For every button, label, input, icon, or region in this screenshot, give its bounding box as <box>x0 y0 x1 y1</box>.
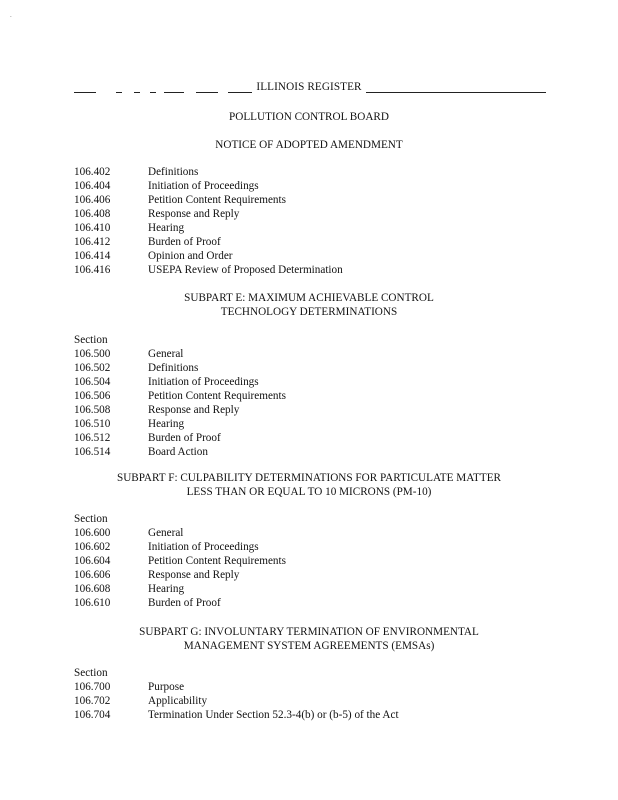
subpart-e-heading-line2: TECHNOLOGY DETERMINATIONS <box>220 306 398 318</box>
toc-row: 106.416 USEPA Review of Proposed Determination <box>74 264 343 276</box>
toc-row: 106.608 Hearing <box>74 583 185 595</box>
toc-row: 106.402 Definitions <box>74 166 199 178</box>
toc-row: 106.514 Board Action <box>74 446 208 458</box>
toc-row: 106.610 Burden of Proof <box>74 597 221 609</box>
toc-row: 106.700 Purpose <box>74 681 185 693</box>
toc-row: 106.508 Response and Reply <box>74 404 240 416</box>
toc-list-subpart-e <box>74 333 286 459</box>
toc-row: 106.410 Hearing <box>74 222 185 234</box>
toc-row: 106.412 Burden of Proof <box>74 236 221 248</box>
toc-row: 106.704 Termination Under Section 52.3-4(b) or (b-5) of the Act <box>74 709 399 721</box>
toc-row: 106.512 Burden of Proof <box>74 432 221 444</box>
toc-row: 106.414 Opinion and Order <box>74 250 233 262</box>
toc-row: 106.500 General <box>74 348 184 360</box>
toc-row: 106.600 General <box>74 527 184 539</box>
toc-row: 106.702 Applicability <box>74 695 208 707</box>
toc-list-subpart-d <box>74 165 343 277</box>
register-title: ILLINOIS REGISTER <box>0 80 618 94</box>
toc-row: 106.506 Petition Content Requirements <box>74 390 286 402</box>
subpart-f-heading-line2: LESS THAN OR EQUAL TO 10 MICRONS (PM-10) <box>186 486 432 498</box>
toc-row: 106.606 Response and Reply <box>74 569 240 581</box>
toc-row: 106.408 Response and Reply <box>74 208 240 220</box>
toc-list-subpart-g <box>74 666 399 722</box>
section-label: Section <box>74 334 108 346</box>
board-title: POLLUTION CONTROL BOARD <box>229 111 389 123</box>
section-label: Section <box>74 513 108 525</box>
section-label: Section <box>74 667 108 679</box>
toc-row: 106.510 Hearing <box>74 418 185 430</box>
corner-mark: . <box>10 11 12 19</box>
notice-title: NOTICE OF ADOPTED AMENDMENT <box>215 139 403 151</box>
toc-row: 106.502 Definitions <box>74 362 199 374</box>
subpart-g-heading: SUBPART G: INVOLUNTARY TERMINATION OF ENVIRONMENTAL <box>139 626 479 638</box>
subpart-e-heading: SUBPART E: MAXIMUM ACHIEVABLE CONTROL <box>184 292 434 304</box>
toc-list-subpart-f <box>74 512 286 610</box>
toc-row: 106.602 Initiation of Proceedings <box>74 541 259 553</box>
subpart-f-heading: SUBPART F: CULPABILITY DETERMINATIONS FOR PARTICULATE MATTER <box>116 472 502 484</box>
toc-row: 106.404 Initiation of Proceedings <box>74 180 259 192</box>
toc-row: 106.504 Initiation of Proceedings <box>74 376 259 388</box>
toc-row: 106.604 Petition Content Requirements <box>74 555 286 567</box>
toc-row: 106.406 Petition Content Requirements <box>74 194 286 206</box>
subpart-g-heading-line2: MANAGEMENT SYSTEM AGREEMENTS (EMSAs) <box>183 640 435 652</box>
